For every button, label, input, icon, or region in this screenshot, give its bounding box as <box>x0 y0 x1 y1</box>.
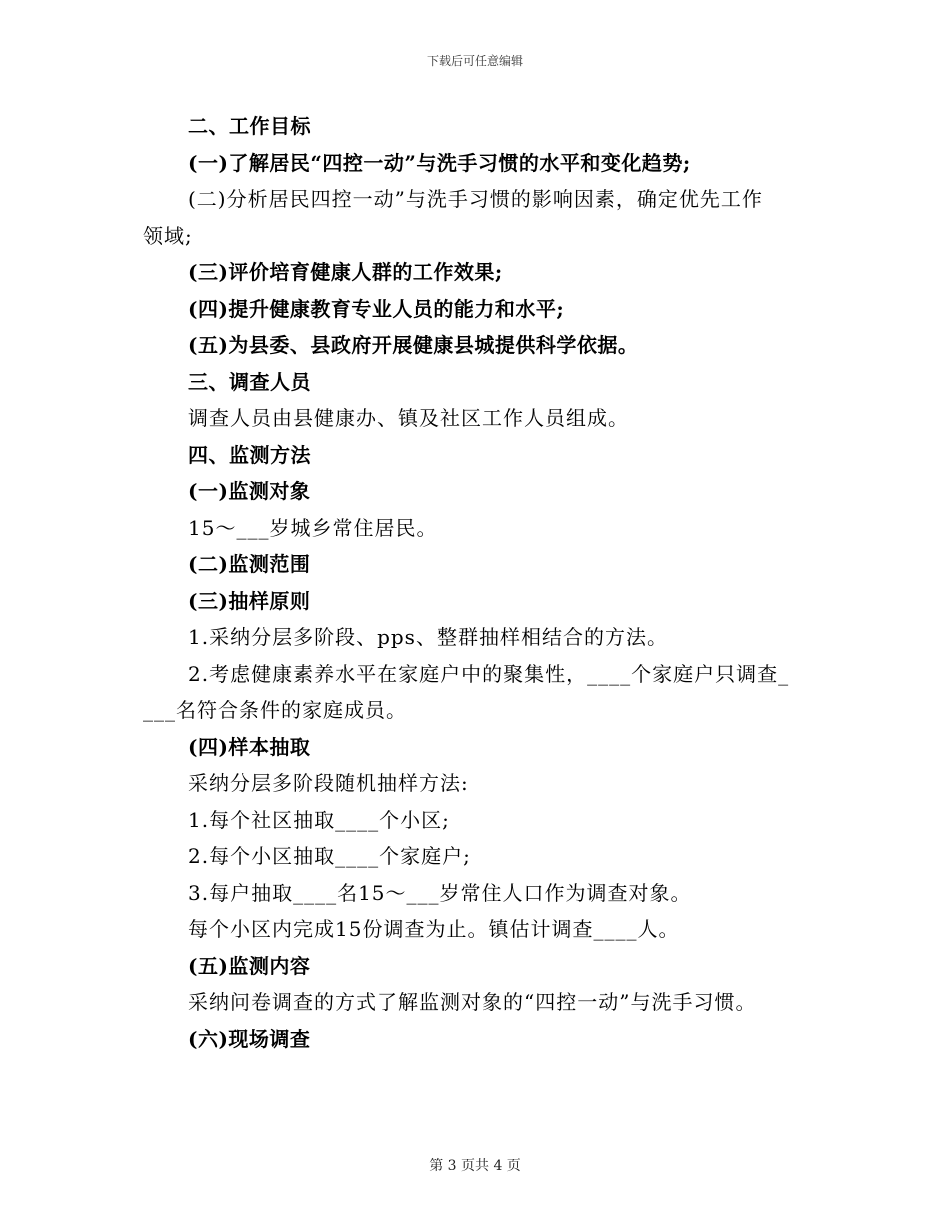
section-heading: (五)为县委、县政府开展健康县城提供科学依据。 <box>188 333 639 357</box>
paragraph-line: 2.每个小区抽取____个家庭户; <box>188 844 471 868</box>
section-heading: (五)监测内容 <box>188 953 311 978</box>
paragraph-line: 每个小区内完成15份调查为止。镇估计调查____人。 <box>188 917 680 941</box>
section-heading: (四)提升健康教育专业人员的能力和水平; <box>188 296 565 321</box>
section-heading: (三)抽样原则 <box>188 588 311 613</box>
paragraph-line: 15～___岁城乡常住居民。 <box>188 515 438 540</box>
section-heading: 二、工作目标 <box>188 114 311 138</box>
section-heading: (六)现场调查 <box>188 1026 311 1051</box>
paragraph-line: 1.每个社区抽取____个小区; <box>188 807 450 832</box>
paragraph-line: 1.采纳分层多阶段、pps、整群抽样相结合的方法。 <box>188 625 668 649</box>
section-heading: (三)评价培育健康人群的工作效果; <box>188 260 503 284</box>
paragraph-line: 调查人员由县健康办、镇及社区工作人员组成。 <box>188 406 629 430</box>
paragraph-line: 领域; <box>143 223 193 248</box>
section-heading: (一)监测对象 <box>188 479 311 503</box>
section-heading: 四、监测方法 <box>188 442 311 467</box>
paragraph-line: (二)分析居民四控一动”与洗手习惯的影响因素，确定优先工作 <box>188 187 763 211</box>
section-heading: (一)了解居民“四控一动”与洗手习惯的水平和变化趋势; <box>188 150 691 175</box>
paragraph-line: 采纳问卷调查的方式了解监测对象的“四控一动”与洗手习惯。 <box>188 990 757 1014</box>
page-header: 下载后可任意编辑 <box>426 54 523 68</box>
paragraph-line: 3.每户抽取____名15～___岁常住人口作为调查对象。 <box>188 880 692 905</box>
paragraph-line: 2.考虑健康素养水平在家庭户中的聚集性，____个家庭户只调查_ <box>188 661 790 686</box>
paragraph-line: 采纳分层多阶段随机抽样方法: <box>188 771 469 795</box>
document-body <box>143 108 808 1057</box>
page-footer: 第 3 页共 4 页 <box>429 1158 521 1174</box>
paragraph-line: ___名符合条件的家庭成员。 <box>143 698 407 722</box>
section-heading: (四)样本抽取 <box>188 734 311 759</box>
section-heading: (二)监测范围 <box>188 552 311 576</box>
section-heading: 三、调查人员 <box>188 369 311 394</box>
